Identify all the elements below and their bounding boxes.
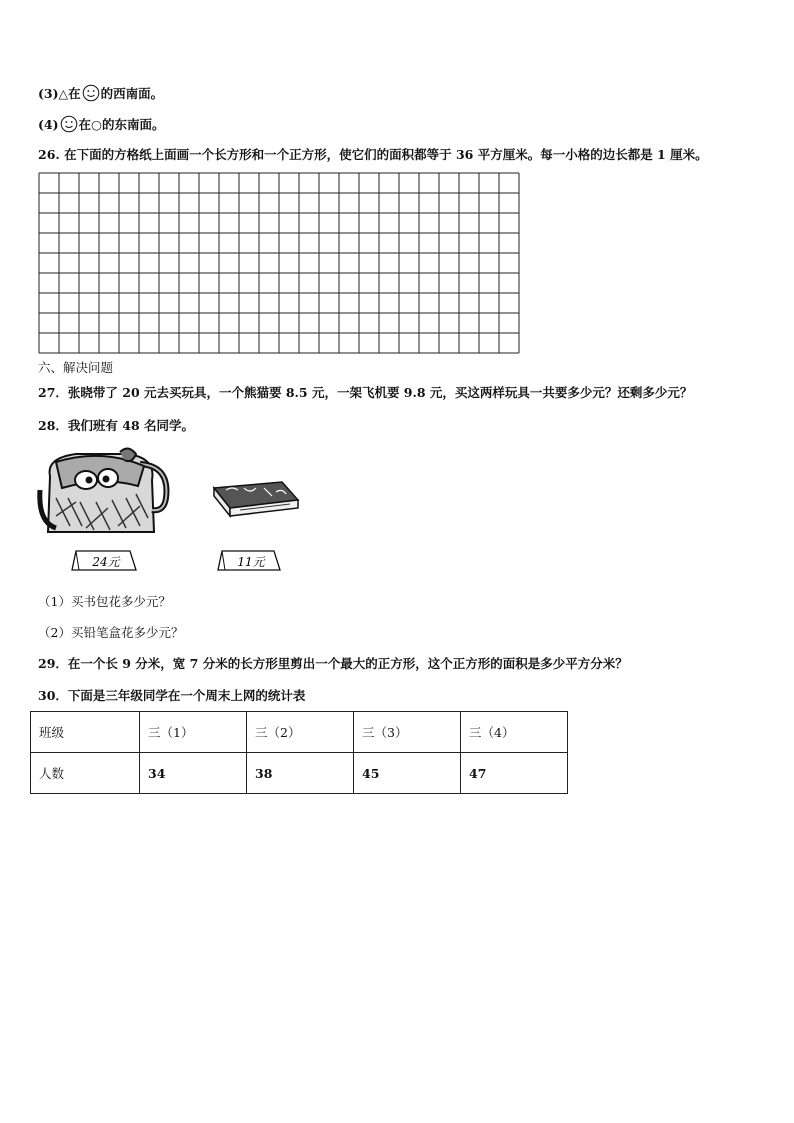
table-cell: 38 [247,753,354,794]
table-cell: 47 [461,753,568,794]
table-cell: 34 [140,753,247,794]
pencilbox-price-tag [216,548,282,572]
q28-sub-1: （1）买书包花多少元？ [38,594,171,609]
pencilbox-price: 11元 [237,555,265,569]
q26-text: 26. 在下面的方格纸上面画一个长方形和一个正方形，使它们的面积都等于 36 平方厘米。每一小格的边长都是 1 厘米。 [38,147,708,162]
section-title: 六、解决问题 [38,360,114,375]
q25-item4-suffix: 在○的东南面。 [78,117,165,132]
school-bag-illustration [36,446,172,538]
square-grid-paper[interactable] [38,172,520,358]
table-cell: 三（3） [354,712,461,753]
table-row [31,753,568,794]
q25-item-3 [38,84,163,102]
q27-text: 27．张晓带了 20 元去买玩具，一个熊猫要 8.5 元，一架飞机要 9.8 元，买这两样玩具一共要多少元？还剩多少元？ [38,385,693,400]
table-cell: 三（2） [247,712,354,753]
bag-price: 24元 [92,555,120,569]
table-cell: 45 [354,753,461,794]
table-cell: 班级 [31,712,140,753]
table-cell: 三（1） [140,712,247,753]
bag-price-tag [70,548,138,572]
table-cell: 三（4） [461,712,568,753]
q28-text: 28．我们班有 48 名同学。 [38,418,194,433]
q28-sub-2: （2）买铅笔盒花多少元？ [38,625,184,640]
pencil-box-illustration [210,478,302,522]
q25-item3-prefix: (3)△在 [38,86,81,101]
smiley-face-icon [60,115,78,133]
smiley-face-icon [82,84,100,102]
statistics-table [30,711,568,794]
q29-text: 29．在一个长 9 分米，宽 7 分米的长方形里剪出一个最大的正方形，这个正方形的面积是多少平方分米？ [38,656,628,671]
q25-item-4 [38,115,164,133]
q25-item3-suffix: 的西南面。 [100,86,164,101]
table-cell: 人数 [31,753,140,794]
q25-item4-prefix: (4) [38,117,59,132]
table-row [31,712,568,753]
q30-text: 30．下面是三年级同学在一个周末上网的统计表 [38,688,306,703]
